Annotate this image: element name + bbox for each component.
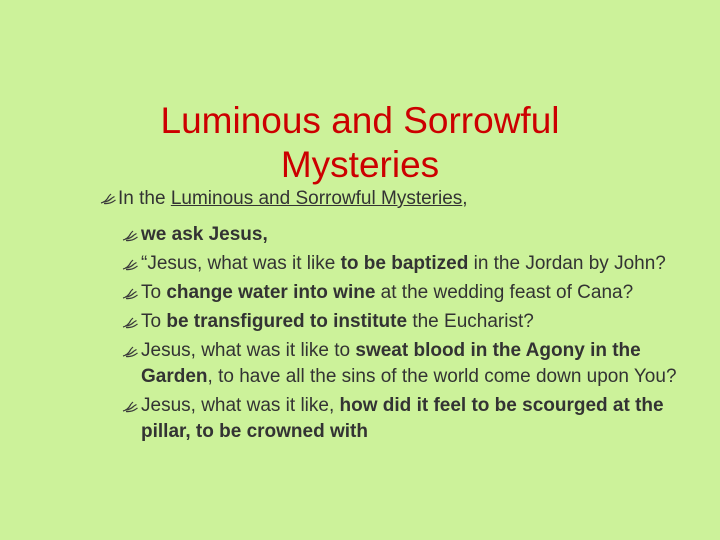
spray-flourish-icon bbox=[122, 286, 138, 300]
list-item bbox=[122, 338, 682, 390]
item-text: , to have all the sins of the world come down upon You? bbox=[207, 366, 677, 387]
emphasis-text: how did it feel to be scourged at the pillar, to be crowned with bbox=[141, 395, 664, 442]
sub-bullet-list bbox=[122, 222, 682, 448]
intro-bullet bbox=[100, 188, 468, 210]
item-text: the Eucharist? bbox=[407, 311, 534, 332]
emphasis-text: to be baptized bbox=[340, 253, 469, 274]
list-item bbox=[122, 309, 682, 335]
emphasis-text: sweat blood in the Agony in the Garden bbox=[141, 340, 641, 387]
intro-after: , bbox=[462, 188, 468, 209]
item-text: Jesus, what was it like to bbox=[141, 340, 356, 361]
title-line-1: Luminous and Sorrowful bbox=[160, 99, 560, 141]
emphasis-text: we ask Jesus, bbox=[141, 224, 268, 245]
list-item bbox=[122, 280, 682, 306]
spray-flourish-icon bbox=[122, 228, 138, 242]
spray-flourish-icon bbox=[100, 191, 116, 205]
item-text: in the Jordan by John? bbox=[468, 253, 666, 274]
emphasis-text: be transfigured to institute bbox=[166, 311, 408, 332]
title-line-2: Mysteries bbox=[280, 143, 440, 185]
spray-flourish-icon bbox=[122, 257, 138, 271]
item-text: To bbox=[141, 282, 167, 303]
item-text: at the wedding feast of Cana? bbox=[375, 282, 634, 303]
list-item bbox=[122, 222, 682, 248]
item-text: To bbox=[141, 311, 167, 332]
item-text: “Jesus, what was it like bbox=[141, 253, 341, 274]
intro-text: In the bbox=[118, 188, 171, 209]
slide-title bbox=[0, 99, 720, 187]
spray-flourish-icon bbox=[122, 344, 138, 358]
item-text: Jesus, what was it like, bbox=[141, 395, 340, 416]
list-item bbox=[122, 393, 682, 445]
spray-flourish-icon bbox=[122, 399, 138, 413]
intro-underlined: Luminous and Sorrowful Mysteries bbox=[170, 188, 463, 209]
spray-flourish-icon bbox=[122, 315, 138, 329]
list-item bbox=[122, 251, 682, 277]
emphasis-text: change water into wine bbox=[166, 282, 376, 303]
